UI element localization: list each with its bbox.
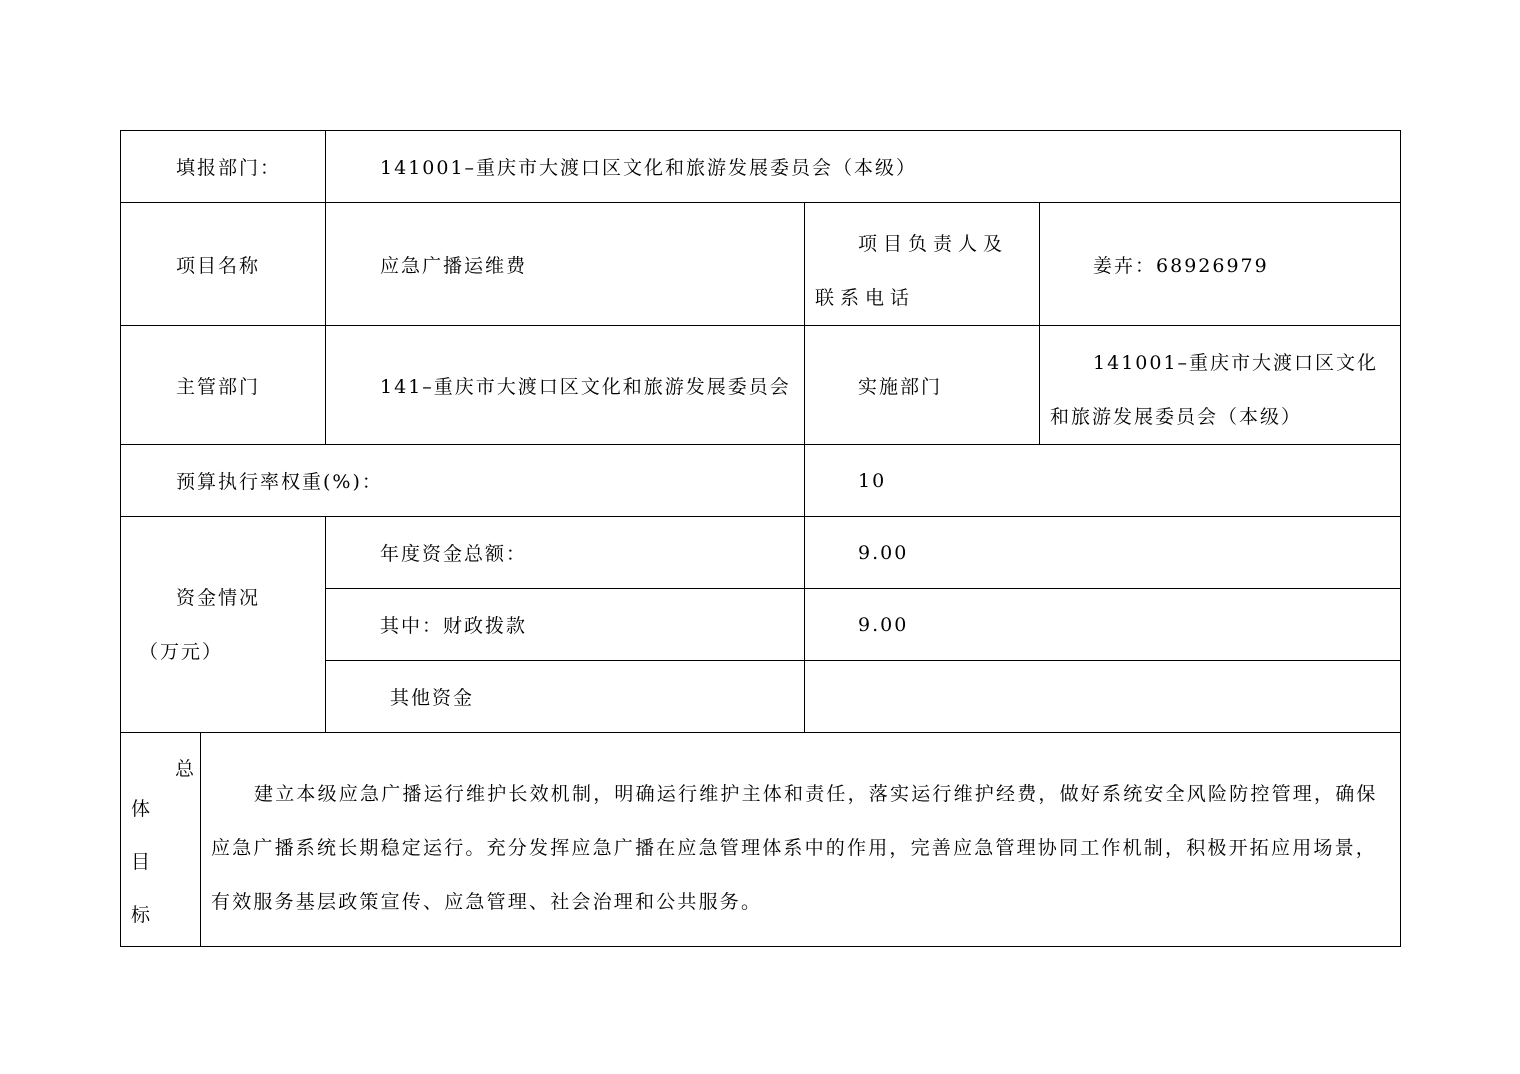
supervisor-dept-value: 141–重庆市大渡口区文化和旅游发展委员会 [326, 326, 805, 445]
project-name-value: 应急广播运维费 [326, 203, 805, 326]
annual-total-value: 9.00 [805, 517, 1401, 589]
funds-label-line2: （万元） [139, 640, 224, 663]
supervisor-dept-label: 主管部门 [121, 326, 326, 445]
funds-label-line1: 资金情况 [176, 586, 261, 609]
goal-text: 建立本级应急广播运行维护长效机制，明确运行维护主体和责任，落实运行维护经费，做好系统安全风险防控管理，确保应急广播系统长期稳定运行。充分发挥应急广播在应急管理体系中的作用，完善应急管理协同工作机制，积极开拓应用场景，有效服务基层政策宣传、应急管理、社会治理和公共服务。 [211, 783, 1378, 913]
goal-label-cell [121, 733, 201, 947]
goal-label-char-4: 标 [131, 904, 153, 926]
annual-total-label: 年度资金总额： [326, 517, 805, 589]
goal-label-char-2: 体 [131, 798, 153, 820]
goal-text-cell [201, 733, 1401, 947]
project-performance-table [120, 130, 1401, 947]
contact-label: 项目负责人及联系电话 [815, 233, 1009, 309]
budget-weight-label: 预算执行率权重(%)： [121, 445, 805, 517]
reporting-dept-value: 141001–重庆市大渡口区文化和旅游发展委员会（本级） [326, 131, 1401, 203]
budget-weight-value: 10 [805, 445, 1401, 517]
fiscal-value: 9.00 [805, 589, 1401, 661]
reporting-dept-label: 填报部门： [121, 131, 326, 203]
project-name-label: 项目名称 [121, 203, 326, 326]
row-reporting-dept [121, 131, 1401, 203]
fiscal-label: 其中：财政拨款 [326, 589, 805, 661]
impl-dept-value: 141001–重庆市大渡口区文化和旅游发展委员会（本级） [1050, 352, 1379, 428]
impl-dept-label: 实施部门 [805, 326, 1040, 445]
row-overall-goal [121, 733, 1401, 947]
impl-dept-value-cell [1040, 326, 1401, 445]
row-budget-weight [121, 445, 1401, 517]
row-departments [121, 326, 1401, 445]
row-project-name [121, 203, 1401, 326]
goal-label-char-3: 目 [131, 851, 153, 873]
row-annual-total [121, 517, 1401, 589]
contact-value: 姜卉：68926979 [1040, 203, 1401, 326]
other-funds-value [805, 661, 1401, 733]
contact-label-cell [805, 203, 1040, 326]
goal-label-char-1: 总 [175, 758, 197, 780]
funds-label-cell [121, 517, 326, 733]
other-funds-label: 其他资金 [326, 661, 805, 733]
